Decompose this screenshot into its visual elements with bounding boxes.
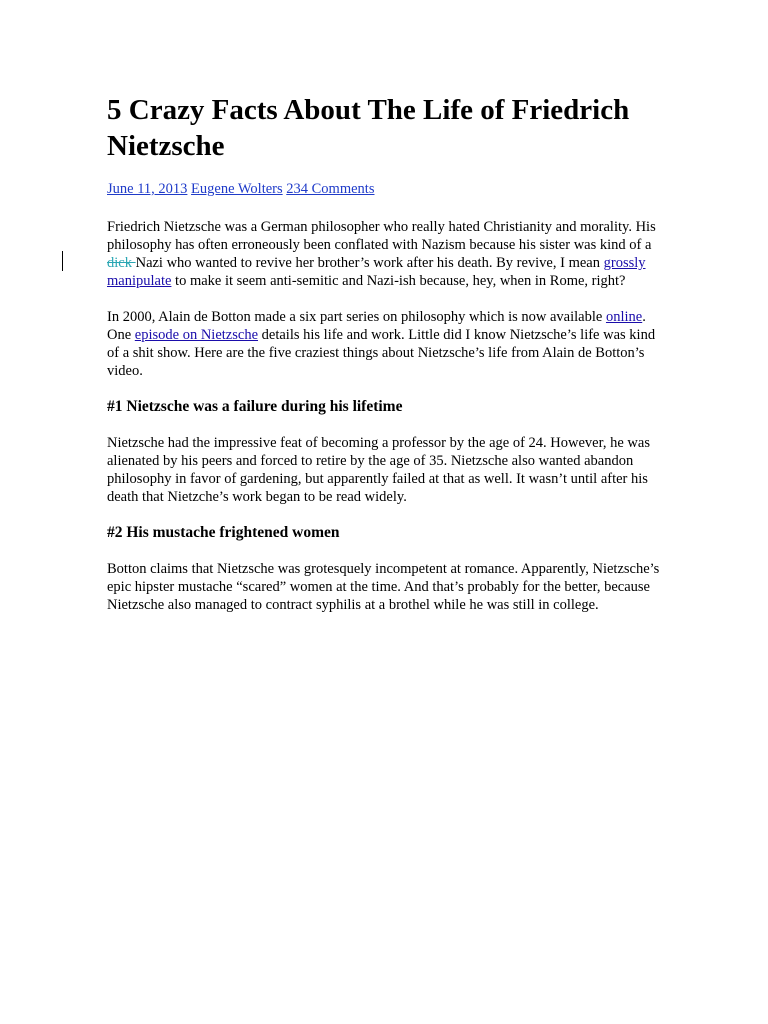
article-meta xyxy=(107,180,663,198)
paragraph-text: details his life and work. Little did I know Nietzsche’s life was kind of a shit show. Here are the five craziest things about Nietzsche’s life from Alain de Botton’s video. xyxy=(107,327,656,379)
section-heading-2: #2 His mustache frightened women xyxy=(107,524,340,541)
struck-text: dick xyxy=(107,255,136,271)
paragraph-intro xyxy=(107,218,663,290)
paragraph-text: In 2000, Alain de Botton made a six part series on philosophy which is now available xyxy=(107,309,606,325)
online-link[interactable]: online xyxy=(605,309,643,325)
paragraph-text: to make it seem anti-semitic and Nazi-ish because, hey, when in Rome, right? xyxy=(171,273,626,289)
episode-link[interactable]: episode on Nietzsche xyxy=(134,327,259,343)
article xyxy=(107,92,663,614)
comments-link[interactable]: 234 Comments xyxy=(286,181,375,197)
paragraph-text: Friedrich Nietzsche was a German philosopher who really hated Christianity and morality. His philosophy has often erroneously been conflated with Nazism because his sister was kind of a xyxy=(107,219,656,253)
paragraph-text: Nazi who wanted to revive her brother’s work after his death. By revive, I mean xyxy=(135,255,604,271)
grossly-manipulate-link[interactable]: grossly manipulate xyxy=(107,255,646,289)
paragraph-botton xyxy=(107,308,663,380)
paragraph-failure: Nietzsche had the impressive feat of becoming a professor by the age of 24. However, he was alienated by his peers and forced to retire by the age of 35. Nietzsche also wanted abandon philosophy in favor of gardening, but apparently failed at that as well. It wasn’t until after his death that Nietzche’s work began to be read widely. xyxy=(107,435,650,505)
date-link[interactable]: June 11, 2013 xyxy=(107,181,188,197)
author-link[interactable]: Eugene Wolters xyxy=(191,181,283,197)
section-heading-1: #1 Nietzsche was a failure during his lifetime xyxy=(107,398,403,415)
paragraph-mustache: Botton claims that Nietzsche was grotesquely incompetent at romance. Apparently, Nietzsche’s epic hipster mustache “scared” women at the time. And that’s probably for the better, because Nietzsche also managed to contract syphilis at a brothel while he was still in college. xyxy=(107,561,660,613)
paragraph-text: . One xyxy=(107,309,646,343)
article-title: 5 Crazy Facts About The Life of Friedrich Nietzsche xyxy=(107,94,630,162)
text-cursor xyxy=(62,251,63,271)
